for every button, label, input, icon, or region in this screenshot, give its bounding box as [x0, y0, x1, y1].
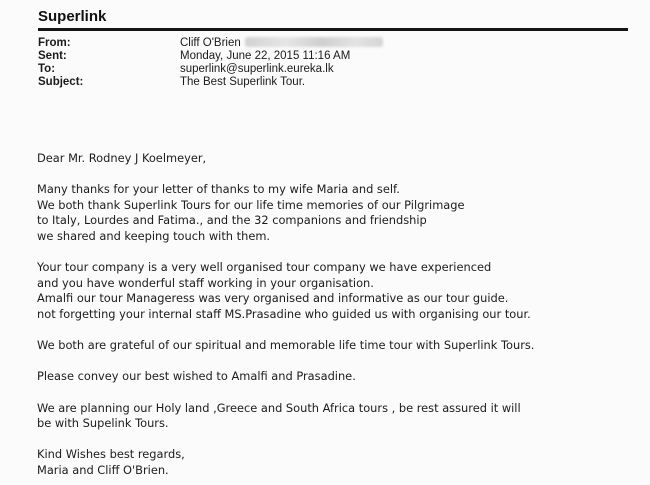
from-value: Cliff O'Brien — [180, 37, 241, 49]
closing-block — [37, 447, 637, 478]
paragraph-line: not forgetting your internal staff MS.Prasadine who guided us with organising our tour. — [37, 306, 531, 321]
paragraph-line: to Italy, Lourdes and Fatima., and the 32 companions and friendship — [37, 213, 427, 228]
paragraph-line: and you have wonderful staff working in your organisation. — [37, 275, 374, 290]
to-row — [38, 63, 383, 76]
from-row — [38, 37, 383, 50]
paragraph-grateful: We both are grateful of our spiritual and memorable life time tour with Superlink Tours. — [37, 338, 535, 353]
email-header — [38, 37, 383, 89]
paragraph-company — [37, 260, 637, 322]
closing: Kind Wishes best regards, — [37, 447, 185, 462]
subject-row — [38, 76, 383, 89]
letter-body — [37, 151, 637, 478]
paragraph-line: We are planning our Holy land ,Greece and South Africa tours , be rest assured it will — [37, 400, 521, 415]
subject-label: Subject: — [38, 76, 84, 88]
redacted-email — [245, 37, 383, 47]
paragraph-convey: Please convey our best wished to Amalfi and Prasadine. — [37, 369, 356, 384]
paragraph-line: Amalfi our tour Manageress was very organised and informative as our tour guide. — [37, 291, 509, 306]
paragraph-line: be with Supelink Tours. — [37, 416, 169, 431]
to-label: To: — [38, 63, 56, 75]
sent-label: Sent: — [38, 50, 67, 62]
paragraph-planning — [37, 401, 637, 432]
paragraph-thanks — [37, 182, 637, 244]
from-label: From: — [38, 37, 71, 49]
subject-value: The Best Superlink Tour. — [180, 76, 306, 88]
paragraph-line: we shared and keeping touch with them. — [37, 228, 271, 243]
paragraph-line: Many thanks for your letter of thanks to my wife Maria and self. — [37, 182, 400, 197]
paragraph-line: Your tour company is a very well organised tour company we have experienced — [37, 260, 492, 275]
organization-name: Superlink — [38, 8, 107, 25]
signature: Maria and Cliff O'Brien. — [37, 462, 169, 477]
sent-row — [38, 50, 383, 63]
paragraph-line: We both thank Superlink Tours for our life time memories of our Pilgrimage — [37, 197, 465, 212]
header-divider — [38, 28, 628, 31]
to-value: superlink@superlink.eureka.lk — [180, 63, 334, 75]
salutation: Dear Mr. Rodney J Koelmeyer, — [37, 151, 207, 165]
sent-value: Monday, June 22, 2015 11:16 AM — [180, 50, 351, 62]
